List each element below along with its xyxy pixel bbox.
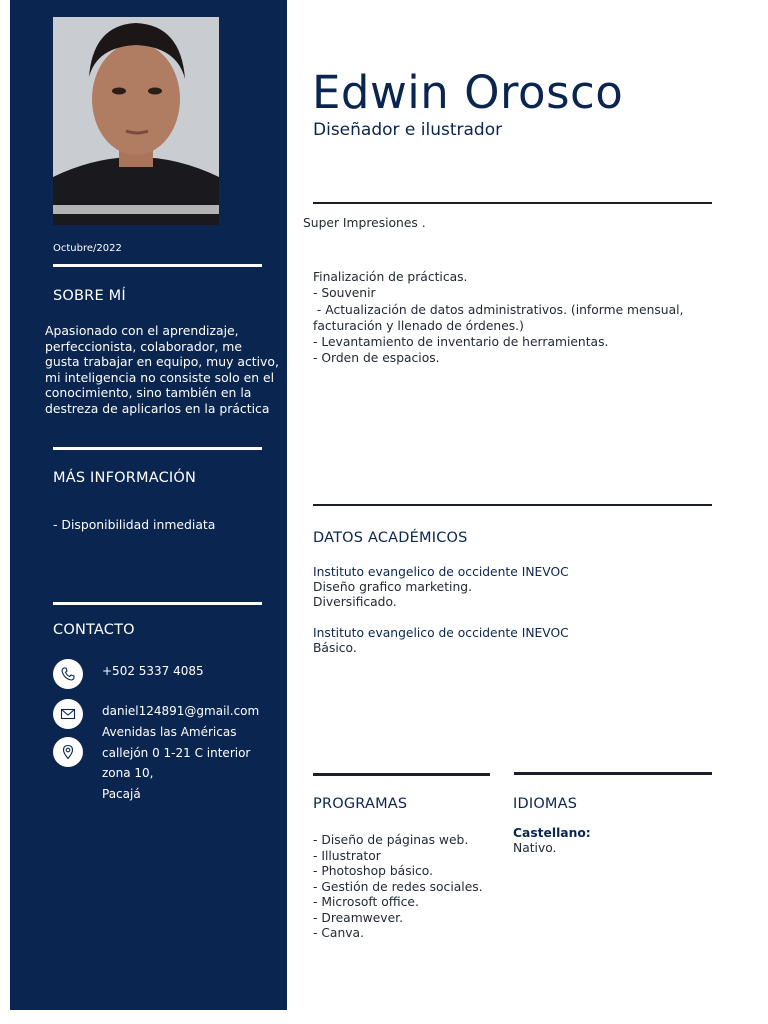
academic-entry — [313, 626, 569, 656]
experience-line: Finalización de prácticas. — [313, 270, 468, 284]
mail-icon — [53, 699, 83, 729]
divider — [53, 264, 262, 267]
list-item: - Dreamwever. — [313, 910, 403, 925]
about-heading: SOBRE MÍ — [53, 288, 126, 304]
languages-heading: IDIOMAS — [513, 796, 578, 812]
experience-line: - Actualización de datos administrativos. (informe mensual, — [313, 302, 684, 317]
divider — [514, 772, 712, 775]
address-line: callejón 0 1-21 C interior — [102, 745, 251, 760]
about-line: conocimiento, sino también en la — [45, 385, 252, 401]
institution-name: Instituto evangelico de occidente INEVOC — [313, 565, 569, 579]
more-info-item: - Disponibilidad inmediata — [53, 517, 216, 532]
programs-heading: PROGRAMAS — [313, 796, 408, 812]
contact-heading: CONTACTO — [53, 622, 135, 638]
academic-heading: DATOS ACADÉMICOS — [313, 530, 468, 546]
address-line: Avenidas las Américas — [102, 725, 237, 739]
language-level: Nativo. — [513, 841, 557, 855]
divider — [313, 202, 712, 204]
about-line: destreza de aplicarlos en la práctica — [45, 400, 270, 416]
location-icon — [53, 737, 83, 767]
institution-name: Instituto evangelico de occidente INEVOC — [313, 626, 569, 640]
academic-program: Diseño grafico marketing. — [313, 580, 472, 594]
about-line: gusta trabajar en equipo, muy activo, — [45, 354, 279, 370]
experience-line: - Levantamiento de inventario de herramientas. — [313, 335, 609, 350]
divider — [313, 773, 490, 776]
experience-line: - Orden de espacios. — [313, 351, 440, 366]
address-line: zona 10, — [102, 766, 154, 780]
date-label: Octubre/2022 — [53, 243, 122, 254]
experience-line: - Souvenir — [313, 286, 376, 301]
programs-list — [313, 833, 483, 942]
language-name: Castellano: — [513, 826, 591, 840]
about-line: Apasionado con el aprendizaje, — [45, 323, 239, 338]
phone-icon — [53, 659, 83, 689]
academic-entry — [313, 565, 569, 610]
about-text — [45, 323, 281, 417]
list-item: - Photoshop básico. — [313, 864, 434, 878]
list-item: - Microsoft office. — [313, 895, 419, 909]
role-subtitle: Diseñador e ilustrador — [313, 120, 503, 140]
email-address[interactable]: daniel124891@gmail.com — [102, 704, 260, 718]
profile-photo — [53, 17, 219, 225]
list-item: - Gestión de redes sociales. — [313, 879, 483, 894]
list-item: - Illustrator — [313, 848, 381, 863]
address-line: Pacajá — [102, 786, 141, 801]
address — [102, 722, 250, 804]
about-line: perfeccionista, colaborador, me — [45, 338, 242, 354]
list-item: - Canva. — [313, 926, 364, 940]
company-name: Super Impresiones . — [303, 216, 426, 230]
more-info-heading: MÁS INFORMACIÓN — [53, 470, 197, 486]
academic-level: Básico. — [313, 641, 357, 655]
divider — [53, 602, 262, 605]
experience-details — [313, 269, 708, 367]
experience-line: facturación y llenado de órdenes.) — [313, 318, 524, 333]
name-title: Edwin Orosco — [312, 66, 624, 119]
divider — [53, 447, 262, 450]
list-item: - Diseño de páginas web. — [313, 833, 469, 847]
language-entry — [513, 826, 591, 856]
about-line: mi inteligencia no consiste solo en el — [45, 369, 275, 385]
divider — [313, 504, 712, 506]
phone-number[interactable]: +502 5337 4085 — [102, 664, 204, 678]
academic-level: Diversificado. — [313, 595, 397, 609]
